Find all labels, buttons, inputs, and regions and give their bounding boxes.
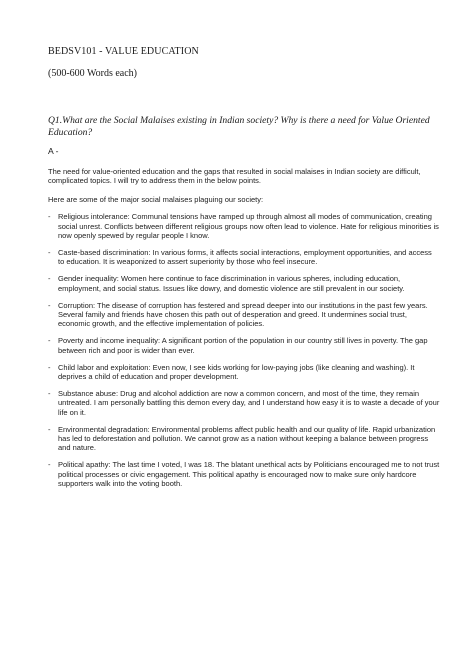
word-count-note: (500-600 Words each) <box>48 68 137 79</box>
list-item-text: Corruption: The disease of corruption has festered and spread deeper into our institutions in the past few years. Several family and friends have chosen this path out of desperation and greed. It undermines social trust, economic growth, and the effective implementation of policies. <box>58 300 428 329</box>
list-item-text: Caste-based discrimination: In various forms, it affects social interactions, employment opportunities, and access to education. It is weaponized to assert superiority by those who feel insecure. <box>58 247 432 267</box>
list-item <box>48 212 440 240</box>
list-item <box>48 274 440 292</box>
intro-paragraph: The need for value-oriented education and the gaps that resulted in social malaises in Indian society are difficult, complicated topics. I will try to address them in the below points. <box>48 166 421 185</box>
list-item <box>48 460 440 488</box>
course-title: BEDSV101 - VALUE EDUCATION <box>48 46 199 57</box>
document-body <box>48 46 440 496</box>
list-item <box>48 336 440 354</box>
bullet-glyph: - <box>48 389 51 399</box>
list-item <box>48 248 440 266</box>
bullet-glyph: - <box>48 247 51 257</box>
bullet-glyph: - <box>48 274 51 284</box>
list-item-text: Poverty and income inequality: A significant portion of the population in our country still lives in poverty. The gap between rich and poor is wider than ever. <box>58 336 428 355</box>
list-item <box>48 389 440 417</box>
bullet-glyph: - <box>48 300 51 310</box>
question-heading: Q1.What are the Social Malaises existing in Indian society? Why is there a need for Value Oriented Education? <box>48 115 430 138</box>
list-item-text: Political apathy: The last time I voted, I was 18. The blatant unethical acts by Politicians encouraged me to not trust political processes or civic engagement. This political apathy is encouraged now to make sure only hardcore supporters walk into the voting booth. <box>58 460 440 488</box>
malaise-list <box>48 212 440 488</box>
bullet-glyph: - <box>48 336 51 346</box>
list-item-text: Child labor and exploitation: Even now, I see kids working for low-paying jobs (like cleaning and washing). It deprives a child of education and proper development. <box>58 362 415 381</box>
list-item-text: Substance abuse: Drug and alcohol addiction are now a common concern, and most of the time, they remain untreated. I am personally battling this demon every day, and I understand how easy it is to waste a decade of your life on it. <box>58 389 440 417</box>
answer-label: A - <box>48 146 59 157</box>
list-item-text: Gender inequality: Women here continue to face discrimination in various spheres, including education, employment, and social status. Issues like dowry, and domestic violence are still prevalent in our society. <box>58 274 405 293</box>
bullet-glyph: - <box>48 424 51 434</box>
bullet-glyph: - <box>48 212 51 222</box>
list-item <box>48 425 440 453</box>
list-item-text: Religious intolerance: Communal tensions have ramped up through almost all modes of communication, creating social unrest. Conflicts between different religious groups now often lead to violence. Hate for religious minorities is now openly spewed by regular people I know. <box>58 212 439 240</box>
list-intro: Here are some of the major social malaises plaguing our society: <box>48 195 264 205</box>
list-item-text: Environmental degradation: Environmental problems affect public health and our quality of life. Rapid urbanization has led to deforestation and pollution. We cannot grow as a nation without keeping a balance between progress and nature. <box>58 424 436 453</box>
bullet-glyph: - <box>48 362 51 372</box>
list-item <box>48 363 440 381</box>
list-item <box>48 301 440 329</box>
bullet-glyph: - <box>48 460 51 470</box>
